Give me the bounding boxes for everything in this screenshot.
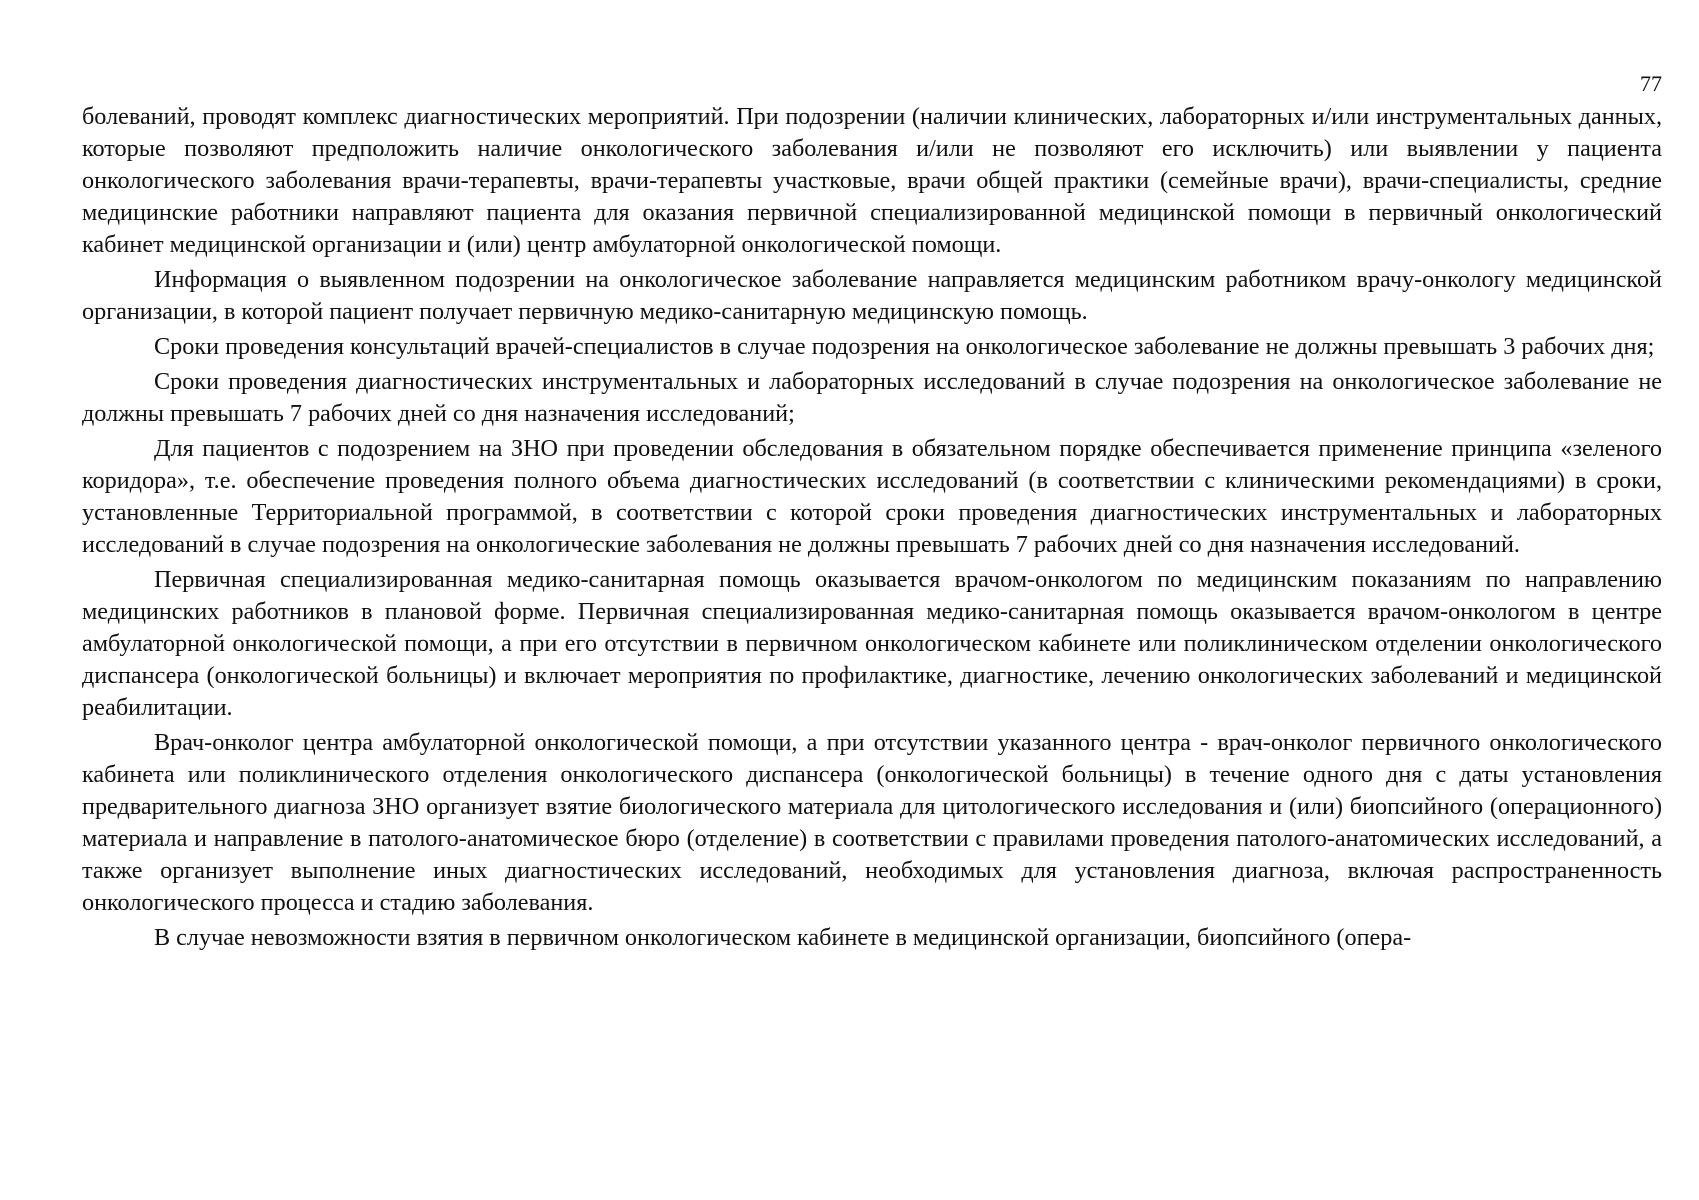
paragraph-oncologist-duties: Врач-онколог центра амбулаторной онкологической помощи, а при отсутствии указанного центра - врач-онколог первичного онкологического кабинета или поликлинического отделения онкологического диспансера (онкологической больницы) в течение одного дня с даты установления предварительного диагноза ЗНО организует взятие биологического материала для цитологического исследования и (или) биопсийного (операционного) материала и направление в патолого-анатомическое бюро (отделение) в соответствии с правилами проведения патолого-анатомических исследований, а также организует выполнение иных диагностических исследований, необходимых для установления диагноза, включая распространенность онкологического процесса и стадию заболевания. (82, 729, 1662, 916)
paragraph-consultation-terms: Сроки проведения консультаций врачей-специалистов в случае подозрения на онкологическое заболевание не должны превышать 3 рабочих дня; (154, 333, 1655, 360)
paragraph-continuation: болеваний, проводят комплекс диагностических мероприятий. При подозрении (наличии клинических, лабораторных и/или инструментальных данных, которые позволяют предположить наличие онкологического заболевания и/или не позволяют его исключить) или выявлении у пациента онкологического заболевания врачи-терапевты, врачи-терапевты участковые, врачи общей практики (семейные врачи), врачи-специалисты, средние медицинские работники направляют пациента для оказания первичной специализированной медицинской помощи в первичный онкологический кабинет медицинской организации и (или) центр амбулаторной онкологической помощи. (82, 103, 1662, 258)
page-number: 77 (1640, 71, 1662, 96)
body-text (82, 101, 1662, 957)
paragraph-biopsy-case: В случае невозможности взятия в первичном онкологическом кабинете в медицинской организации, биопсийного (опера- (154, 924, 1412, 951)
paragraph-diagnostic-terms: Сроки проведения диагностических инструментальных и лабораторных исследований в случае подозрения на онкологическое заболевание не должны превышать 7 рабочих дней со дня назначения исследований; (82, 368, 1662, 427)
paragraph-primary-care: Первичная специализированная медико-санитарная помощь оказывается врачом-онкологом по медицинским показаниям по направлению медицинских работников в плановой форме. Первичная специализированная медико-санитарная помощь оказывается врачом-онкологом в центре амбулаторной онкологической помощи, а при его отсутствии в первичном онкологическом кабинете или поликлиническом отделении онкологического диспансера (онкологической больницы) и включает мероприятия по профилактике, диагностике, лечению онкологических заболеваний и медицинской реабилитации. (82, 566, 1662, 721)
paragraph-green-corridor: Для пациентов с подозрением на ЗНО при проведении обследования в обязательном порядке обеспечивается применение принципа «зеленого коридора», т.е. обеспечение проведения полного объема диагностических исследований (в соответствии с клиническими рекомендациями) в сроки, установленные Территориальной программой, в соответствии с которой сроки проведения диагностических инструментальных и лабораторных исследований в случае подозрения на онкологические заболевания не должны превышать 7 рабочих дней со дня назначения исследований. (82, 435, 1662, 558)
paragraph-suspicion-info: Информация о выявленном подозрении на онкологическое заболевание направляется медицинским работником врачу-онкологу медицинской организации, в которой пациент получает первичную медико-санитарную медицинскую помощь. (82, 266, 1662, 325)
